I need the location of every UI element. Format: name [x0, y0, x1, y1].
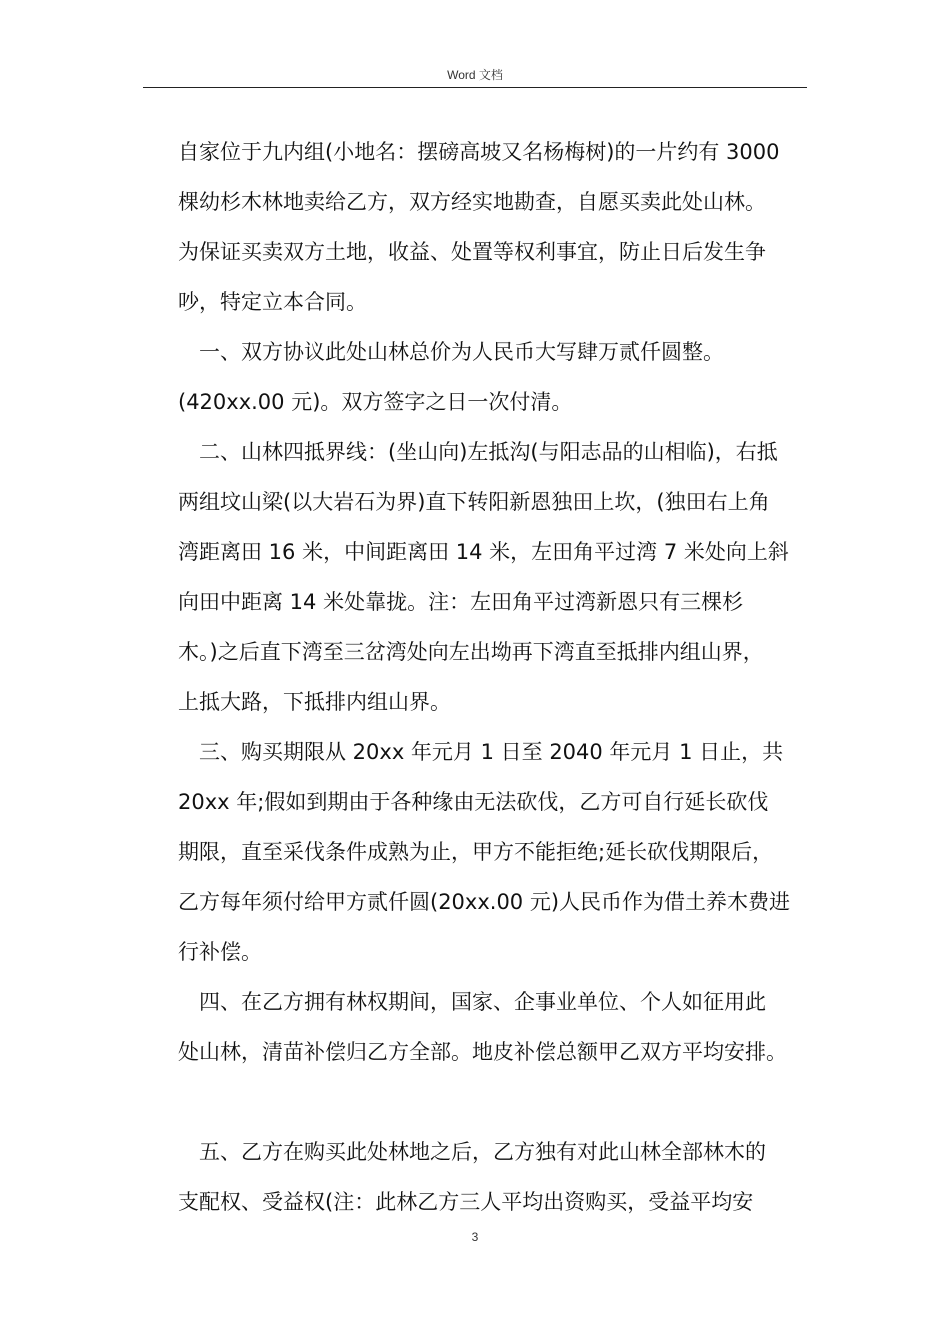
body-line: 期限，直至采伐条件成熟为止，甲方不能拒绝;延长砍伐期限后， — [178, 840, 774, 864]
body-line: 木。)之后直下湾至三岔湾处向左出坳再下湾直至抵排内组山界， — [178, 640, 764, 664]
page-number: 3 — [471, 1230, 479, 1244]
body-line: 上抵大路，下抵排内组山界。 — [178, 690, 451, 714]
body-line: 支配权、受益权(注：此林乙方三人平均出资购买，受益平均安 — [178, 1190, 754, 1214]
body-line: 处山林，清苗补偿归乙方全部。地皮补偿总额甲乙双方平均安排。 — [178, 1040, 787, 1064]
body-line: 行补偿。 — [178, 940, 262, 964]
body-line: 五、乙方在购买此处林地之后，乙方独有对此山林全部林木的 — [178, 1140, 766, 1164]
body-line: 二、山林四抵界线：(坐山向)左抵沟(与阳志品的山相临)，右抵 — [178, 440, 778, 464]
body-line: 三、购买期限从 20xx 年元月 1 日至 2040 年元月 1 日止，共 — [178, 740, 784, 764]
body-line: 向田中距离 14 米处靠拢。注：左田角平过湾新恩只有三棵杉 — [178, 590, 744, 614]
header-divider — [143, 87, 807, 88]
body-line: 吵，特定立本合同。 — [178, 290, 367, 314]
body-line: 为保证买卖双方土地，收益、处置等权利事宜，防止日后发生争 — [178, 240, 766, 264]
blank-line — [178, 1077, 818, 1127]
body-line: 20xx 年;假如到期由于各种缘由无法砍伐，乙方可自行延长砍伐 — [178, 790, 769, 814]
body-line: 自家位于九内组(小地名：摆磅高坡又名杨梅树)的一片约有 3000 — [178, 140, 780, 164]
body-line: 湾距离田 16 米，中间距离田 14 米，左田角平过湾 7 米处向上斜 — [178, 540, 789, 564]
body-line: 两组坟山梁(以大岩石为界)直下转阳新恩独田上坎，(独田右上角 — [178, 490, 770, 514]
body-line: 四、在乙方拥有林权期间，国家、企事业单位、个人如征用此 — [178, 990, 766, 1014]
body-line: (420xx.00 元)。双方签字之日一次付清。 — [178, 390, 573, 414]
header-title: Word 文档 — [447, 68, 503, 82]
body-line: 棵幼杉木林地卖给乙方，双方经实地勘查，自愿买卖此处山林。 — [178, 190, 766, 214]
body-line: 乙方每年须付给甲方贰仟圆(20xx.00 元)人民币作为借土养木费进 — [178, 890, 791, 914]
body-line: 一、双方协议此处山林总价为人民币大写肆万贰仟圆整。 — [178, 340, 724, 364]
document-body — [178, 127, 818, 1227]
